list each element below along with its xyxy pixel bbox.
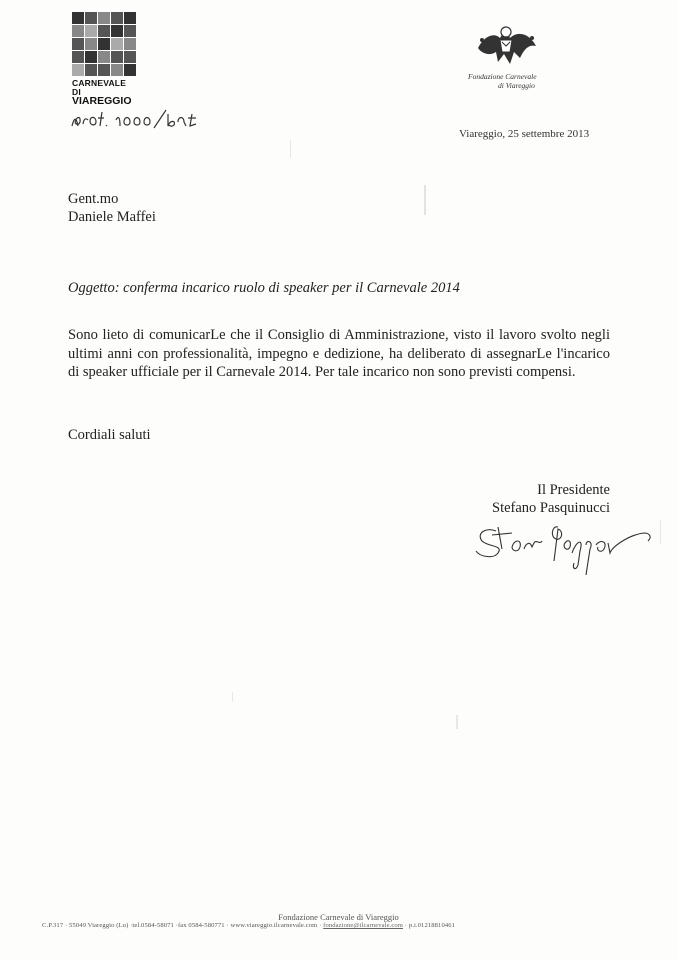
logo-text-line1: CARNEVALE DI [72,78,127,97]
footer-address: C.P.317 · 55049 Viareggio (Lu) ·tel.0584-58071 ·fax 0584-580771 · www.viareggio.ilcarnevale.com · [42,922,324,929]
signatory-name: Stefano Pasquinucci [492,500,610,516]
letter-date: Viareggio, 25 settembre 2013 [459,128,590,140]
handwritten-signature [468,517,658,585]
footer-title: Fondazione Carnevale di Viareggio [278,912,399,922]
fondazione-sub: di Viareggio [498,81,535,90]
closing: Cordiali saluti [68,427,151,443]
burlamacco-mascot-icon [470,18,542,70]
recipient-name: Daniele Maffei [68,209,156,225]
salutation: Gent.mo [68,191,119,207]
footer-contacts [42,922,455,929]
letter-body: Sono lieto di comunicarLe che il Consiglio di Amministrazione, visto il lavoro svolto negli ultimi anni con professionalità, impegno e dedizione, ha deliberato di assegnarLe l'incarico di speaker ufficiale per il Carnevale 2014. Per tale incarico non sono previsti compensi. [68,327,610,380]
letter-subject: Oggetto: conferma incarico ruolo di speaker per il Carnevale 2014 [68,280,460,296]
signature-block [470,481,610,517]
footer-email-link[interactable]: fondazione@ilcarnevale.com [323,922,404,929]
fondazione-logo [466,18,556,90]
recipient-block [68,190,156,226]
carnevale-viareggio-logo [72,12,136,113]
logo-text-line2: VIAREGGIO [72,95,132,107]
fondazione-name: Fondazione Carnevale [468,72,537,81]
logo-mosaic-icon [72,12,136,76]
handwritten-protocol-number [68,104,218,134]
signatory-role: Il Presidente [537,482,610,498]
footer-piva: · p.i.01218810461 [403,922,456,929]
